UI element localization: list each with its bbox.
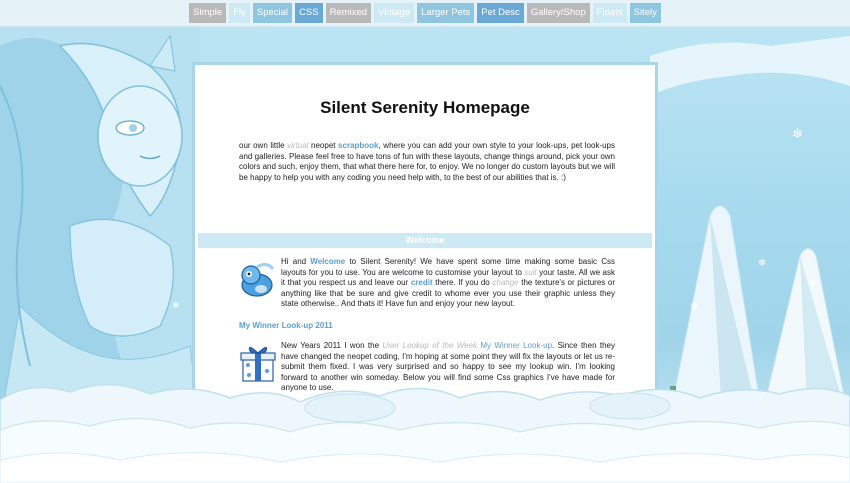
change-word: change [492, 278, 519, 287]
top-navigation [0, 0, 850, 27]
intro-paragraph [239, 141, 615, 183]
welcome-header: Welcome [198, 233, 652, 248]
snow-drift-foreground [0, 380, 850, 483]
snowflake-icon: ❄ [792, 126, 803, 141]
welcome-text: to Silent Serenity! We have spent some time making some basic Css layouts for you to use. You are welcome to customise your layout to [281, 257, 615, 277]
nav-tab-pet-desc[interactable]: Pet Desc [477, 3, 524, 23]
snowflake-icon: ❄ [690, 301, 700, 313]
intro-text: neopet [308, 141, 339, 150]
scrapbook-link[interactable]: scrapbook [338, 141, 379, 150]
winner-text: New Years 2011 I won the [281, 341, 383, 350]
nav-tab-remixed[interactable]: Remixed [326, 3, 372, 23]
welcome-text: the texture's or pictures or anything like that be sure and give credit to whome ever you use their graphic unless they state otherwise.. And thats it! Have fun and enjoy your new layout. [281, 278, 616, 308]
welcome-text: your taste. All we ask it that you respect us and leave our [281, 267, 615, 287]
blue-pet-avatar-icon [237, 259, 277, 299]
snowflake-icon: ❄ [758, 258, 767, 269]
ice-fairy-illustration [0, 26, 200, 426]
page-title: Silent Serenity Homepage [320, 98, 530, 117]
nav-tab-css[interactable]: CSS [295, 3, 323, 23]
intro-text: our own little [239, 141, 288, 150]
nav-tab-special[interactable]: Special [253, 3, 292, 23]
welcome-link[interactable]: Welcome [310, 257, 346, 266]
nav-tab-vintage[interactable]: Vintage [374, 3, 414, 23]
intro-text: , where you can add your own style to your look-ups, pet look-ups and galleries. Please feel free to have tons of fun with these layouts, change things around, pick your own colors and such, enjoy them, that what there here for, to enjoy. We no longer do custom layouts but we will be happy to help you with any coding you need help with, to the best of our abilities that is. :) [239, 141, 616, 182]
snowflake-icon: ❄ [172, 300, 180, 310]
suit-word: suit [524, 267, 537, 277]
nav-tab-simple[interactable]: Simple [189, 3, 226, 23]
winner-heading: My Winner Look-up 2011 [239, 321, 333, 330]
welcome-text: there. If you do [432, 278, 493, 287]
credit-link[interactable]: credit [410, 278, 433, 287]
welcome-text: Hi and [281, 257, 311, 266]
snowflake-icon: ❄ [808, 278, 817, 289]
nav-tab-sitely[interactable]: Sitely [630, 3, 661, 23]
gift-box-icon [239, 341, 277, 383]
nav-tab-floats[interactable]: Floats [593, 3, 627, 23]
winner-text: . Since then they have changed the neopet coding, I'm hoping at some point they will fix the layouts or let us re-submit them fixed. I was very surprised and so happy to see my lookup win. I'm looking forward to another win someday. Below you will find some Css graphics I've have made for anyone to use. [281, 341, 616, 392]
nav-tab-fly[interactable]: Fly [229, 3, 250, 23]
uotw-word: User Lookup of the Week [382, 341, 478, 350]
winner-lookup-link[interactable]: My Winner Look-up [480, 341, 553, 350]
virtual-word: virtual [287, 141, 309, 150]
welcome-paragraph [281, 257, 615, 310]
nav-tab-gallery-shop[interactable]: Gallery/Shop [527, 3, 590, 23]
nav-tab-larger-pets[interactable]: Larger Pets [417, 3, 474, 23]
